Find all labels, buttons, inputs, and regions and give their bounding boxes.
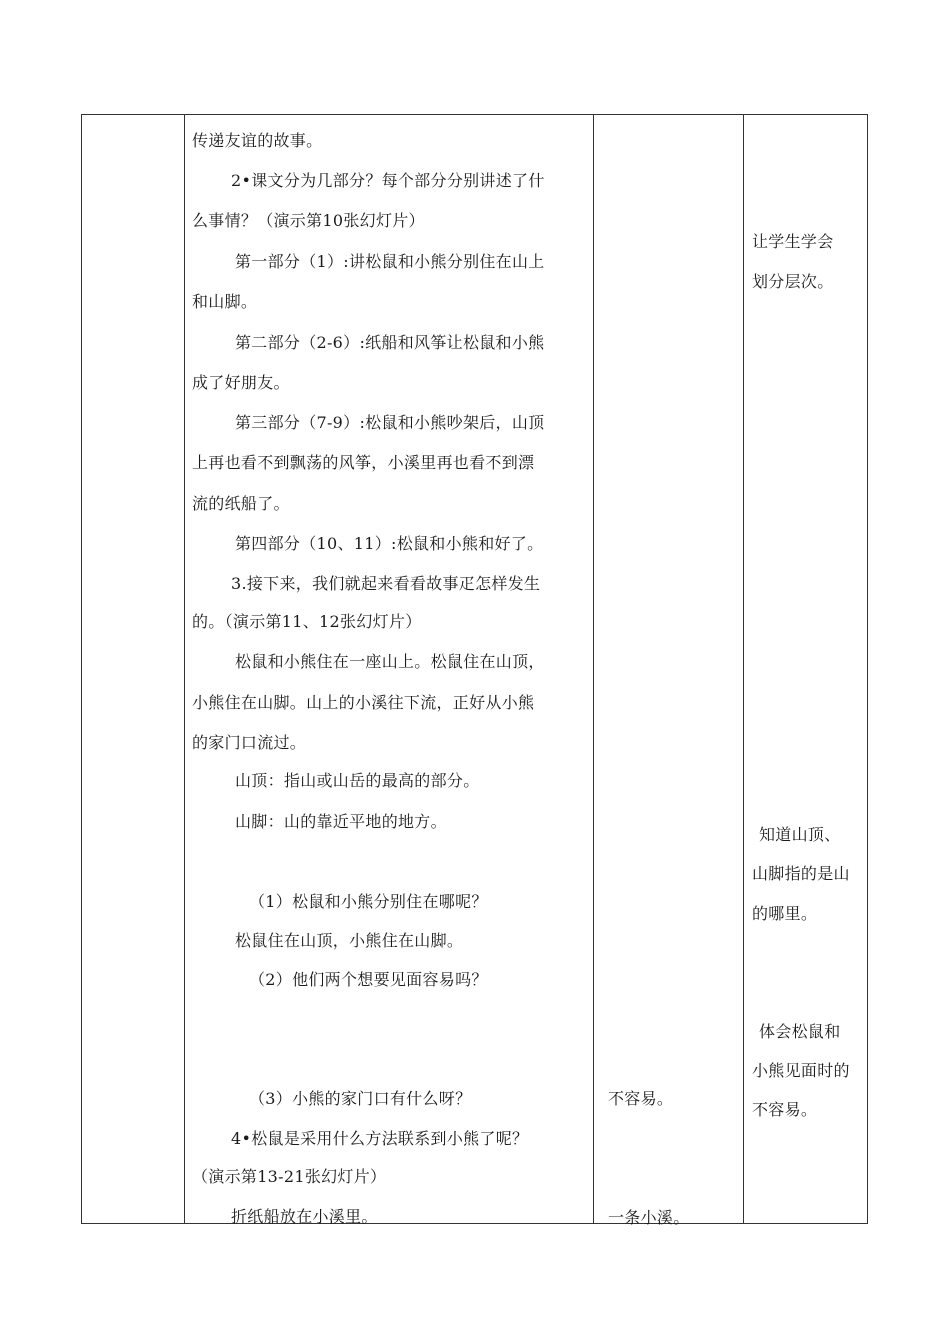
purpose-line: 体会松鼠和 [759,1022,841,1041]
content-line: 松鼠和小熊住在一座山上。松鼠住在山顶， [235,652,545,671]
purpose-line: 不容易。 [752,1100,818,1119]
content-line: 山脚：山的靠近平地的地方。 [235,812,447,831]
content-line: 和山脚。 [192,292,258,311]
content-line: 小熊住在山脚。山上的小溪往下流，正好从小熊 [192,693,535,712]
content-line: 3.接下来，我们就起来看看故事疋怎样发生 [231,574,541,593]
teaching-content-cell [185,115,593,1226]
purpose-line: 知道山顶、 [759,825,841,844]
content-line: 第一部分（1）:讲松鼠和小熊分别住在山上 [235,252,545,271]
content-line: （2）他们两个想要见面容易吗？ [249,970,488,989]
content-line: 第二部分（2-6）:纸船和风筝让松鼠和小熊 [235,333,545,352]
content-line: 上再也看不到飘荡的风筝，小溪里再也看不到漂 [192,453,535,472]
content-line: 传递友谊的故事。 [192,131,323,150]
student-answer: 不容易。 [608,1089,674,1108]
content-line: 山顶：指山或山岳的最高的部分。 [235,771,480,790]
purpose-line: 小熊见面时的 [752,1061,850,1080]
content-line: 成了好朋友。 [192,373,290,392]
content-line: 2•课文分为几部分？每个部分分别讲述了什 [231,171,545,190]
content-line: 第三部分（7-9）:松鼠和小熊吵架后，山顶 [235,413,545,432]
content-line: 折纸船放在小溪里。 [231,1207,378,1226]
content-line: 的家门口流过。 [192,733,307,752]
purpose-line: 的哪里。 [752,904,818,923]
content-line: 么事情？（演示第10张幻灯片） [192,211,425,230]
content-line: 第四部分（10、11）:松鼠和小熊和好了。 [235,534,544,553]
content-line: 的。（演示第11、12张幻灯片） [192,612,422,631]
content-line: （演示第13-21张幻灯片） [192,1167,387,1186]
purpose-line: 山脚指的是山 [752,864,850,883]
design-purpose-cell [744,115,868,1223]
student-activity-cell [594,115,743,1227]
purpose-line: 让学生学会 [752,232,834,251]
stage-cell [82,115,184,1223]
content-line: 流的纸船了。 [192,494,290,513]
student-answer: 一条小溪。 [608,1208,690,1227]
content-line: 4•松鼠是采用什么方法联系到小熊了呢？ [231,1129,529,1148]
content-line: 松鼠住在山顶，小熊住在山脚。 [235,931,464,950]
purpose-line: 划分层次。 [752,272,834,291]
lesson-table [81,114,868,1227]
content-line: （1）松鼠和小熊分别住在哪呢？ [249,892,488,911]
content-line: （3）小熊的家门口有什么呀？ [249,1089,472,1108]
